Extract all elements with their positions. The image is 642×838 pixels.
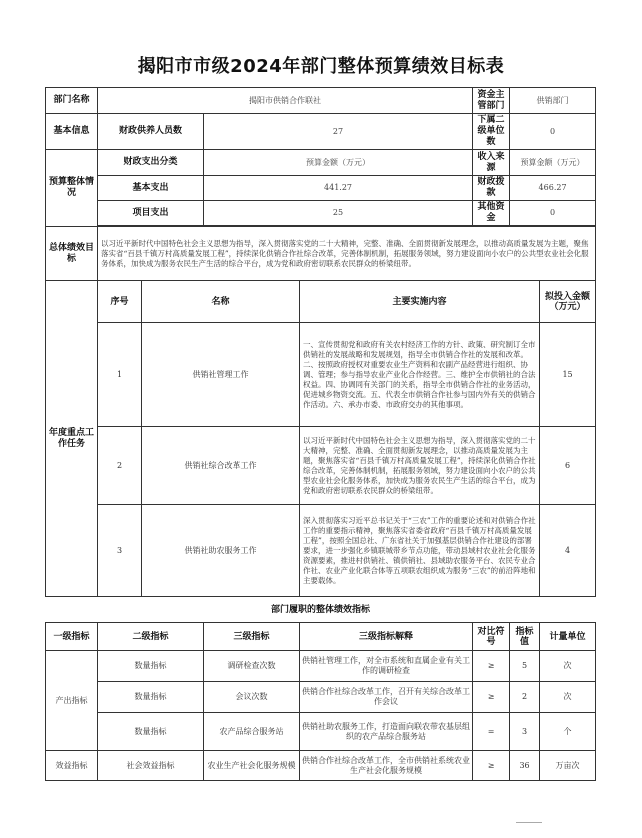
perf-level3: 调研检查次数 (204, 651, 300, 682)
page-mark (516, 822, 542, 823)
page-title: 揭阳市市级2024年部门整体预算绩效目标表 (137, 56, 505, 77)
perf-col-level1: 一级指标 (46, 623, 98, 651)
other-funds-value: 0 (510, 201, 596, 226)
row-basic-expense (46, 176, 596, 201)
perf-level3: 会议次数 (204, 682, 300, 713)
perf-level2: 数量指标 (98, 651, 204, 682)
perf-header-row (46, 623, 596, 651)
budget-label: 预算整体情况 (46, 150, 98, 227)
perf-unit: 万亩次 (540, 751, 596, 781)
sub-units-label: 下属二级单位数 (473, 114, 510, 150)
authority-label: 资金主管部门 (473, 88, 510, 114)
tasks-col-content: 主要实施内容 (300, 281, 540, 323)
task-row (46, 323, 596, 427)
perf-col-unit: 计量单位 (540, 623, 596, 651)
perf-compare: ≥ (473, 682, 510, 713)
fiscal-allocation-label: 财政拨款 (473, 176, 510, 201)
dept-name: 揭阳市供销合作联社 (98, 88, 473, 114)
overall-goal-label: 总体绩效目标 (46, 227, 98, 281)
row-overall-goal (46, 227, 596, 281)
overall-goal-text: 以习近平新时代中国特色社会主义思想为指导，深入贯彻落实党的二十大精神，完整、准确、全面贯彻新发展理念，以推动高质量发展为主题，聚焦落实省“百县千镇万村高质量发展工程”，持续深化供销合作社综合改革，完善体制机制，拓展服务领域，努力建设面向小农户的公共型农业社会化服务体系，加快成为服务农民生产生活的综合平台，成为党和政府密切联系农民群众的桥梁纽带。 (98, 227, 596, 281)
perf-level1: 效益指标 (46, 751, 98, 781)
dept-label: 部门名称 (46, 88, 98, 114)
perf-col-explanation: 三级指标解释 (300, 623, 473, 651)
performance-goal-table (45, 87, 596, 781)
budget-class-label: 财政支出分类 (98, 150, 204, 176)
staff-label: 财政供养人员数 (98, 114, 204, 150)
budget-class-value: 预算金额（万元） (204, 150, 473, 176)
task-content: 以习近平新时代中国特色社会主义思想为指导，深入贯彻落实党的二十大精神，完整、准确、全面贯彻新发展理念，以推动高质量发展为主题，聚焦落实省“百县千镇万村高质量发展工程”，持续深化供销合作社综合改革，完善体制机制，拓展服务领域，努力建设面向小农户的公共型农业社会化服务体系，加快成为服务农民生产生活的综合平台，成为党和政府密切联系农民群众的桥梁纽带。 (300, 427, 540, 505)
task-row (46, 505, 596, 597)
perf-unit: 个 (540, 713, 596, 751)
project-expense-label: 项目支出 (98, 201, 204, 226)
task-name: 供销社管理工作 (142, 323, 300, 427)
perf-compare: ≥ (473, 651, 510, 682)
perf-unit: 次 (540, 682, 596, 713)
tasks-col-no: 序号 (98, 281, 142, 323)
sub-units-value: 0 (510, 114, 596, 150)
perf-level2: 数量指标 (98, 713, 204, 751)
tasks-col-amount: 拟投入金额（万元） (540, 281, 596, 323)
task-content: 一、宣传贯彻党和政府有关农村经济工作的方针、政策、研究制订全市供销社的发展战略和发展规划，指导全市供销合作社的发展和改革。二、按照政府授权对重要农业生产资料和农副产品经营进行组织、协调、管理；参与指导农业产业化合作经营。三、维护全市供销社的合法权益。四、协调同有关部门的关系，指导全市供销合作社的业务活动，促进城乡物资交流。五、代表全市供销合作社参与国内外有关的供销合作活动。六、承办市委、市政府交办的其他事项。 (300, 323, 540, 427)
perf-section-title: 部门履职的整体绩效指标 (46, 597, 596, 623)
perf-explanation: 供销合作社综合改革工作，全市供销社系统农业生产社会化服务规模 (300, 751, 473, 781)
perf-level2: 社会效益指标 (98, 751, 204, 781)
task-amount: 4 (540, 505, 596, 597)
perf-section-row (46, 597, 596, 623)
basic-expense-value: 441.27 (204, 176, 473, 201)
perf-explanation: 供销合作社综合改革工作，召开有关综合改革工作会议 (300, 682, 473, 713)
perf-row (46, 651, 596, 682)
staff-value: 27 (204, 114, 473, 150)
row-budget-class (46, 150, 596, 176)
perf-compare: ≥ (473, 751, 510, 781)
perf-row (46, 751, 596, 781)
row-department (46, 88, 596, 114)
perf-compare: = (473, 713, 510, 751)
task-name: 供销社助农服务工作 (142, 505, 300, 597)
perf-col-value: 指标值 (510, 623, 540, 651)
perf-row (46, 682, 596, 713)
task-no: 2 (98, 427, 142, 505)
perf-col-level3: 三级指标 (204, 623, 300, 651)
task-name: 供销社综合改革工作 (142, 427, 300, 505)
basic-info-label: 基本信息 (46, 114, 98, 150)
task-amount: 6 (540, 427, 596, 505)
other-funds-label: 其他资金 (473, 201, 510, 226)
project-expense-value: 25 (204, 201, 473, 226)
perf-value: 2 (510, 682, 540, 713)
tasks-header-row (46, 281, 596, 323)
authority-value: 供销部门 (510, 88, 596, 114)
perf-level1: 产出指标 (46, 651, 98, 751)
perf-unit: 次 (540, 651, 596, 682)
perf-value: 5 (510, 651, 540, 682)
tasks-label: 年度重点工作任务 (46, 281, 98, 597)
task-no: 1 (98, 323, 142, 427)
perf-level3: 农业生产社会化服务规模 (204, 751, 300, 781)
perf-explanation: 供销社助农服务工作，打造面向联农带农基层组织的农产品综合服务站 (300, 713, 473, 751)
fiscal-allocation-value: 466.27 (510, 176, 596, 201)
income-source-value: 预算金额（万元） (510, 150, 596, 176)
tasks-col-name: 名称 (142, 281, 300, 323)
perf-explanation: 供销社管理工作，对全市系统和直属企业有关工作的调研检查 (300, 651, 473, 682)
perf-level3: 农产品综合服务站 (204, 713, 300, 751)
row-project-expense (46, 201, 596, 226)
income-source-label: 收入来源 (473, 150, 510, 176)
perf-value: 3 (510, 713, 540, 751)
basic-expense-label: 基本支出 (98, 176, 204, 201)
perf-row (46, 713, 596, 751)
task-amount: 15 (540, 323, 596, 427)
task-content: 深入贯彻落实习近平总书记关于“三农”工作的重要论述和对供销合作社工作的重要指示精神，聚焦落实省委省政府“百县千镇万村高质量发展工程”，按照全国总社、广东省社关于加强基层供销合作社建设的部署要求，进一步强化乡镇联城带乡节点功能，带动县域村农业社会化服务资源要素，推进村供销社、镇供销社、县域助农服务平台、农民专业合作社、农业产业化联合体等五项联农组织成为服务“三农”的前沿阵地和主要载体。 (300, 505, 540, 597)
row-basic-info (46, 114, 596, 150)
perf-col-level2: 二级指标 (98, 623, 204, 651)
perf-level2: 数量指标 (98, 682, 204, 713)
perf-value: 36 (510, 751, 540, 781)
task-row (46, 427, 596, 505)
task-no: 3 (98, 505, 142, 597)
perf-col-compare: 对比符号 (473, 623, 510, 651)
